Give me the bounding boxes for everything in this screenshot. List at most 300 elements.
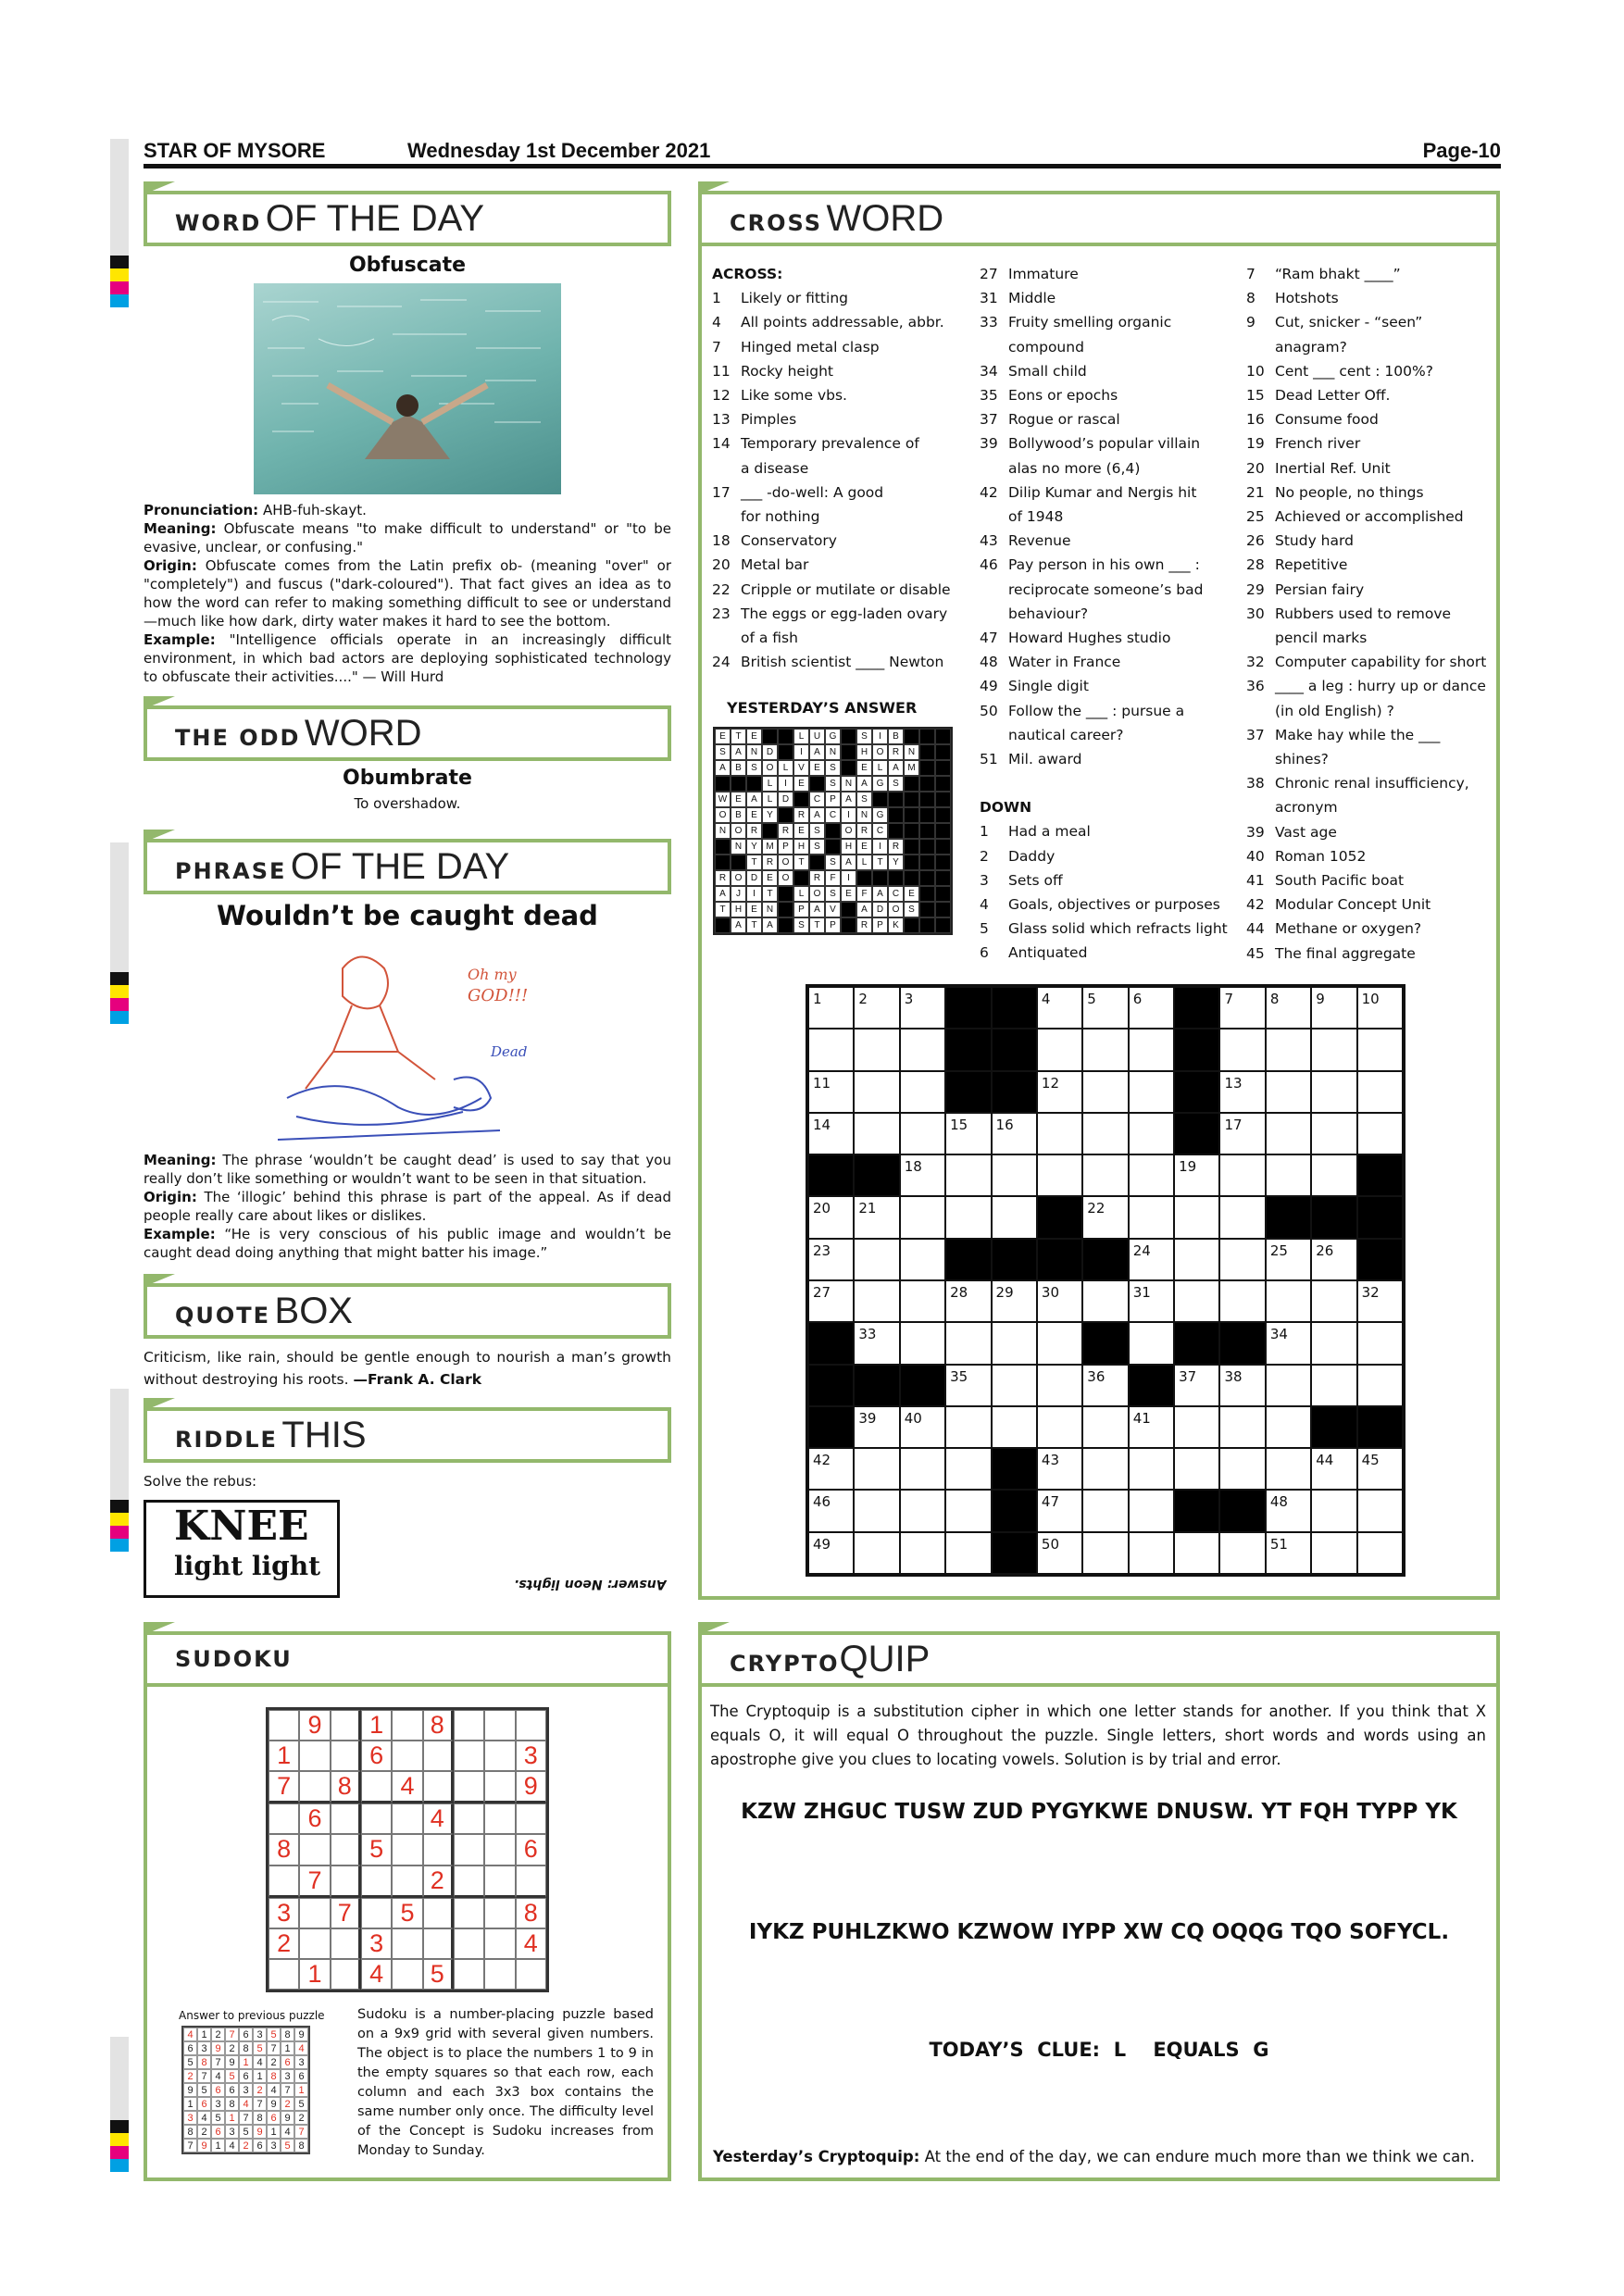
crossword-cell[interactable]	[1266, 1071, 1311, 1113]
answer-cell: I	[778, 776, 793, 792]
sudoku-cell[interactable]	[516, 1959, 546, 1990]
crossword-cell[interactable]	[1129, 987, 1174, 1029]
clue-number: 49	[980, 678, 998, 695]
crossword-cell[interactable]	[854, 1196, 899, 1238]
crossword-cell[interactable]	[1129, 1239, 1174, 1280]
crossword-cell[interactable]	[1082, 1029, 1128, 1070]
sudoku-cell[interactable]	[392, 1866, 422, 1898]
crossword-cell[interactable]	[900, 1448, 945, 1490]
sudoku-cell[interactable]	[392, 1834, 422, 1865]
sudoku-cell[interactable]	[454, 1741, 484, 1771]
sudoku-cell[interactable]	[299, 1928, 330, 1959]
crossword-cell[interactable]	[992, 1280, 1037, 1322]
sudoku-cell[interactable]	[484, 1928, 515, 1959]
crossword-cell[interactable]	[1357, 1029, 1403, 1070]
answer-cell: E	[746, 729, 762, 744]
crossword-cell[interactable]	[808, 1029, 854, 1070]
crossword-cell[interactable]	[1311, 1113, 1356, 1154]
crossword-cell[interactable]	[945, 1406, 991, 1448]
crossword-cell[interactable]	[1082, 1448, 1128, 1490]
clue-item	[712, 480, 962, 505]
black-square	[854, 1365, 899, 1406]
crossword-cell[interactable]	[945, 1490, 991, 1531]
cell-number: 7	[1224, 991, 1233, 1007]
crossword-cell[interactable]	[808, 1280, 854, 1322]
crossword-cell[interactable]	[992, 1406, 1037, 1448]
crossword-cell[interactable]	[1037, 1448, 1082, 1490]
crossword-cell[interactable]	[945, 1365, 991, 1406]
header-corner	[144, 696, 175, 709]
clue-item	[980, 819, 1230, 843]
answer-cell: Y	[888, 855, 904, 870]
sudoku-cell[interactable]	[299, 1898, 330, 1928]
crossword-cell[interactable]	[1037, 1322, 1082, 1364]
crossword-cell[interactable]	[900, 1239, 945, 1280]
crossword-cell[interactable]	[854, 1029, 899, 1070]
crossword-cell[interactable]	[808, 987, 854, 1029]
sudoku-cell[interactable]	[484, 1710, 515, 1741]
crossword-cell[interactable]	[1219, 1280, 1265, 1322]
answer-cell: T	[746, 855, 762, 870]
crossword-cell[interactable]	[854, 1448, 899, 1490]
crossword-cell[interactable]	[854, 987, 899, 1029]
black-square	[904, 823, 919, 839]
black-square	[919, 729, 935, 744]
crossword-cell[interactable]	[1174, 1406, 1219, 1448]
crossword-cell[interactable]	[854, 1239, 899, 1280]
clue-text: Hotshots	[1275, 290, 1339, 307]
sudoku-cell[interactable]	[331, 1866, 361, 1898]
crossword-cell[interactable]	[1129, 1532, 1174, 1574]
sudoku-cell[interactable]	[331, 1741, 361, 1771]
crossword-cell[interactable]	[1037, 1071, 1082, 1113]
answer-cell: A	[731, 917, 746, 933]
crossword-cell[interactable]	[1082, 1490, 1128, 1531]
crossword-cell[interactable]	[1082, 1154, 1128, 1196]
crossword-cell[interactable]	[1129, 1490, 1174, 1531]
crossword-cell[interactable]	[1219, 1365, 1265, 1406]
crossword-cell[interactable]	[1174, 1239, 1219, 1280]
sudoku-cell[interactable]	[516, 1866, 546, 1898]
sudoku-cell[interactable]	[392, 1928, 422, 1959]
crossword-cell[interactable]	[1266, 1406, 1311, 1448]
crossword-cell[interactable]	[900, 1113, 945, 1154]
answer-cell: 1	[225, 2111, 239, 2125]
header-small: PHRASE	[175, 858, 287, 884]
sudoku-cell[interactable]	[454, 1834, 484, 1865]
crossword-cell[interactable]	[1082, 1532, 1128, 1574]
sudoku-cell[interactable]	[454, 1928, 484, 1959]
crossword-cell[interactable]	[1311, 987, 1356, 1029]
crossword-cell[interactable]	[1357, 1365, 1403, 1406]
crossword-cell[interactable]	[1037, 1113, 1082, 1154]
answer-cell: A	[809, 807, 825, 823]
sudoku-cell[interactable]	[484, 1803, 515, 1834]
clue-text: Likely or fitting	[741, 290, 848, 307]
crossword-cell[interactable]	[1266, 1322, 1311, 1364]
sudoku-cell[interactable]	[392, 1741, 422, 1771]
clue-number: 37	[1246, 726, 1265, 743]
black-square	[935, 917, 951, 933]
crossword-cell[interactable]	[854, 1490, 899, 1531]
crossword-cell[interactable]	[808, 1448, 854, 1490]
crossword-cell[interactable]	[992, 1154, 1037, 1196]
sudoku-cell[interactable]	[392, 1710, 422, 1741]
crossword-cell[interactable]	[900, 1029, 945, 1070]
crossword-cell[interactable]	[1266, 1154, 1311, 1196]
answer-cell: 9	[225, 2055, 239, 2069]
clue-text: Computer capability for short	[1275, 654, 1487, 671]
crossword-cell[interactable]	[1219, 1406, 1265, 1448]
crossword-cell[interactable]	[1357, 1322, 1403, 1364]
sudoku-cell: 5	[392, 1898, 422, 1928]
crossword-cell[interactable]	[900, 1532, 945, 1574]
sudoku-cell[interactable]	[484, 1959, 515, 1990]
crossword-cell[interactable]	[900, 987, 945, 1029]
crossword-cell[interactable]	[1219, 1239, 1265, 1280]
clue-item	[712, 529, 962, 553]
sudoku-cell[interactable]	[269, 1710, 299, 1741]
cell-number: 43	[1041, 1452, 1060, 1469]
answer-cell: 3	[239, 2083, 253, 2097]
crossword-cell[interactable]	[1266, 1490, 1311, 1531]
sudoku-cell[interactable]	[361, 1803, 392, 1834]
black-square	[904, 839, 919, 855]
sudoku-cell[interactable]	[423, 1834, 454, 1865]
sudoku-cell[interactable]	[299, 1771, 330, 1803]
crossword-cell[interactable]	[1037, 1406, 1082, 1448]
clue-text: Like some vbs.	[741, 387, 847, 405]
clue-item	[712, 505, 962, 529]
crossword-cell[interactable]	[808, 1113, 854, 1154]
clue-number: 1	[712, 290, 721, 307]
crossword-cell[interactable]	[992, 1322, 1037, 1364]
crossword-cell[interactable]	[1129, 1280, 1174, 1322]
crossword-cell[interactable]	[1266, 1280, 1311, 1322]
sudoku-cell[interactable]	[331, 1928, 361, 1959]
crossword-cell[interactable]	[900, 1280, 945, 1322]
sudoku-cell[interactable]	[269, 1959, 299, 1990]
crossword-cell[interactable]	[1311, 1532, 1356, 1574]
crossword-cell[interactable]	[1129, 1029, 1174, 1070]
crossword-cell[interactable]	[900, 1154, 945, 1196]
crossword-cell[interactable]	[1082, 1113, 1128, 1154]
black-square	[715, 776, 731, 792]
black-square	[1174, 987, 1219, 1029]
crossword-cell[interactable]	[1129, 1071, 1174, 1113]
crossword-cell[interactable]	[1037, 1280, 1082, 1322]
clue-text: ____ a leg : hurry up or dance	[1275, 678, 1486, 695]
crossword-cell[interactable]	[1082, 1406, 1128, 1448]
answer-cell: S	[825, 855, 841, 870]
sudoku-cell[interactable]	[484, 1741, 515, 1771]
crossword-cell[interactable]	[992, 1365, 1037, 1406]
black-square	[854, 1154, 899, 1196]
sudoku-cell: 3	[516, 1741, 546, 1771]
crossword-cell[interactable]	[1082, 1365, 1128, 1406]
crossword-cell[interactable]	[945, 1196, 991, 1238]
crossword-cell[interactable]	[808, 1532, 854, 1574]
sudoku-cell[interactable]	[484, 1771, 515, 1803]
crossword-cell[interactable]	[1357, 1490, 1403, 1531]
answer-cell: 3	[281, 2069, 294, 2083]
crossword-cell[interactable]	[808, 1196, 854, 1238]
crossword-cell[interactable]	[854, 1532, 899, 1574]
crossword-cell[interactable]	[1219, 1196, 1265, 1238]
crossword-cell[interactable]	[1219, 1029, 1265, 1070]
clue-text: Vast age	[1275, 823, 1337, 841]
rebus-line-2: light light	[174, 1551, 321, 1581]
answer-cell: P	[872, 917, 888, 933]
sudoku-cell[interactable]	[269, 1803, 299, 1834]
clue-text: Mil. award	[1008, 751, 1082, 768]
crossword-cell[interactable]	[1174, 1532, 1219, 1574]
clue-item	[1246, 868, 1496, 892]
sudoku-cell[interactable]	[454, 1710, 484, 1741]
crossword-cell[interactable]	[1129, 1113, 1174, 1154]
crossword-cell[interactable]	[1266, 1365, 1311, 1406]
answer-cell: 3	[253, 2028, 267, 2041]
answer-cell: 2	[211, 2028, 225, 2041]
crossword-cell[interactable]	[1037, 1154, 1082, 1196]
sudoku-cell[interactable]	[423, 1928, 454, 1959]
black-square	[1082, 1239, 1128, 1280]
sudoku-cell[interactable]	[331, 1710, 361, 1741]
sudoku-cell[interactable]	[454, 1771, 484, 1803]
answer-cell: E	[856, 760, 872, 776]
crossword-cell[interactable]	[992, 1196, 1037, 1238]
sudoku-cell[interactable]	[484, 1866, 515, 1898]
answer-cell: 5	[197, 2083, 211, 2097]
crossword-cell[interactable]	[1311, 1280, 1356, 1322]
crossword-cell[interactable]	[1219, 1532, 1265, 1574]
cell-number: 19	[1179, 1158, 1197, 1176]
crossword-cell[interactable]	[854, 1113, 899, 1154]
black-square	[731, 855, 746, 870]
crossword-cell[interactable]	[945, 1154, 991, 1196]
black-square	[841, 760, 856, 776]
sudoku-cell[interactable]	[484, 1834, 515, 1865]
crossword-cell[interactable]	[1219, 1448, 1265, 1490]
crossword-cell[interactable]	[1311, 1365, 1356, 1406]
crossword-cell[interactable]	[1266, 1029, 1311, 1070]
crossword-cell[interactable]	[1129, 1448, 1174, 1490]
crossword-cell[interactable]	[1129, 1196, 1174, 1238]
answer-cell: 7	[267, 2041, 281, 2055]
crossword-cell[interactable]	[1311, 1239, 1356, 1280]
crossword-cell[interactable]	[900, 1406, 945, 1448]
clue-item	[980, 480, 1230, 505]
sudoku-cell[interactable]	[454, 1803, 484, 1834]
crossword-cell[interactable]	[1174, 1196, 1219, 1238]
crossword-cell[interactable]	[1311, 1071, 1356, 1113]
sudoku-cell[interactable]	[269, 1866, 299, 1898]
sudoku-cell[interactable]	[299, 1741, 330, 1771]
clue-item	[712, 359, 962, 383]
answer-cell: A	[809, 744, 825, 760]
answer-cell: 2	[267, 2055, 281, 2069]
black-square	[992, 1532, 1037, 1574]
clue-item	[1246, 359, 1496, 383]
crossword-cell[interactable]	[1266, 1239, 1311, 1280]
clue-number	[1246, 747, 1275, 771]
clue-text: Sets off	[1008, 871, 1063, 889]
crossword-cell[interactable]	[1266, 1532, 1311, 1574]
black-square	[1219, 1322, 1265, 1364]
crossword-cell[interactable]	[992, 1113, 1037, 1154]
crossword-cell[interactable]	[945, 1448, 991, 1490]
clue-number: 5	[980, 920, 989, 938]
black-square	[919, 823, 935, 839]
clue-item	[980, 626, 1230, 650]
crossword-cell[interactable]	[1219, 1113, 1265, 1154]
clue-number: 50	[980, 702, 998, 719]
crossword-cell[interactable]	[945, 1322, 991, 1364]
sudoku-cell[interactable]	[392, 1803, 422, 1834]
crossword-cell[interactable]	[1082, 1280, 1128, 1322]
sudoku-cell[interactable]	[454, 1866, 484, 1898]
crossword-cell[interactable]	[854, 1406, 899, 1448]
crossword-cell[interactable]	[1311, 1029, 1356, 1070]
black-square	[935, 776, 951, 792]
crossword-cell[interactable]	[900, 1322, 945, 1364]
black-square	[825, 839, 841, 855]
clue-number	[980, 505, 1008, 529]
clue-text: compound	[1008, 338, 1084, 356]
crossword-cell[interactable]	[945, 1532, 991, 1574]
crossword-cell[interactable]	[808, 1490, 854, 1531]
black-square	[919, 886, 935, 902]
crossword-cell[interactable]	[1082, 987, 1128, 1029]
answer-cell: E	[904, 886, 919, 902]
sudoku-cell[interactable]	[454, 1898, 484, 1928]
crossword-cell[interactable]	[1357, 1532, 1403, 1574]
crossword-cell[interactable]	[1357, 1071, 1403, 1113]
clue-number: 43	[980, 532, 998, 550]
crossword-cell[interactable]	[1311, 1322, 1356, 1364]
crossword-cell[interactable]	[1357, 1280, 1403, 1322]
cell-number: 9	[1316, 991, 1325, 1007]
crossword-cell[interactable]	[1266, 1113, 1311, 1154]
clue-number: 6	[980, 944, 989, 962]
crossword-cell[interactable]	[1129, 1406, 1174, 1448]
crossword-cell[interactable]	[1311, 1490, 1356, 1531]
crossword-cell[interactable]	[1311, 1448, 1356, 1490]
clue-number: 51	[980, 751, 998, 768]
crossword-cell[interactable]	[1357, 1113, 1403, 1154]
clue-item	[712, 407, 962, 431]
answer-cell: M	[762, 839, 778, 855]
crossword-cell[interactable]	[1129, 1322, 1174, 1364]
cryptoquip-clue: TODAY’S CLUE: L EQUALS G	[929, 2039, 1269, 2061]
clue-item	[980, 747, 1230, 771]
crossword-cell[interactable]	[1037, 1029, 1082, 1070]
sudoku-cell[interactable]	[392, 1959, 422, 1990]
crossword-cell[interactable]	[1266, 1448, 1311, 1490]
clue-text: Dilip Kumar and Nergis hit	[1008, 483, 1197, 501]
sudoku-cell[interactable]	[484, 1898, 515, 1928]
clue-number	[1246, 795, 1275, 819]
answer-cell: E	[856, 839, 872, 855]
crossword-cell[interactable]	[1174, 1280, 1219, 1322]
sudoku-cell[interactable]	[423, 1898, 454, 1928]
cell-number: 26	[1316, 1242, 1334, 1259]
sudoku-cell[interactable]	[331, 1803, 361, 1834]
sudoku-cell[interactable]	[454, 1959, 484, 1990]
answer-cell: 6	[211, 2083, 225, 2097]
crossword-cell[interactable]	[1219, 987, 1265, 1029]
crossword-cell[interactable]	[900, 1071, 945, 1113]
sudoku-cell[interactable]	[423, 1771, 454, 1803]
sudoku-cell[interactable]	[516, 1803, 546, 1834]
crossword-cell[interactable]	[1129, 1154, 1174, 1196]
sudoku-cell[interactable]	[361, 1866, 392, 1898]
cell-number: 4	[1041, 991, 1051, 1007]
crossword-cell[interactable]	[1357, 987, 1403, 1029]
crossword-cell[interactable]	[1037, 1532, 1082, 1574]
crossword-cell[interactable]	[1037, 987, 1082, 1029]
masthead	[144, 135, 1501, 168]
clue-item	[980, 456, 1230, 480]
crossword-cell[interactable]	[1174, 1365, 1219, 1406]
crossword-cell[interactable]	[1311, 1154, 1356, 1196]
crossword-cell[interactable]	[854, 1071, 899, 1113]
crossword-cell[interactable]	[1082, 1071, 1128, 1113]
crossword-cell[interactable]	[1037, 1490, 1082, 1531]
crossword-cell[interactable]	[1174, 1154, 1219, 1196]
sudoku-cell[interactable]	[331, 1959, 361, 1990]
header-large: QUIP	[839, 1639, 931, 1679]
answer-cell: A	[841, 855, 856, 870]
crossword-cell[interactable]	[1219, 1071, 1265, 1113]
crossword-cell[interactable]	[900, 1490, 945, 1531]
crossword-cell[interactable]	[945, 1113, 991, 1154]
crossword-cell[interactable]	[808, 1071, 854, 1113]
black-square	[778, 886, 793, 902]
clue-text: Consume food	[1275, 411, 1379, 429]
answer-cell: E	[793, 776, 809, 792]
answer-cell: C	[825, 807, 841, 823]
clue-number	[980, 456, 1008, 480]
answer-cell: A	[746, 792, 762, 807]
cell-number: 3	[904, 991, 914, 1007]
sudoku-cell[interactable]	[361, 1898, 392, 1928]
crossword-cell[interactable]	[945, 1280, 991, 1322]
crossword-cell[interactable]	[1037, 1365, 1082, 1406]
cryptoquip-line-1: KZW ZHGUC TUSW ZUD PYGYKWE DNUSW. YT FQH TYPP YK	[741, 1800, 1457, 1824]
answer-cell: 7	[253, 2097, 267, 2111]
crossword-cell[interactable]	[854, 1280, 899, 1322]
answer-cell: D	[872, 902, 888, 917]
crossword-cell[interactable]	[854, 1322, 899, 1364]
sudoku-cell[interactable]	[423, 1741, 454, 1771]
sudoku-cell[interactable]	[361, 1771, 392, 1803]
crossword-cell[interactable]	[808, 1239, 854, 1280]
black-square	[1174, 1029, 1219, 1070]
clue-text: Chronic renal insufficiency,	[1275, 775, 1469, 792]
cell-number: 31	[1132, 1283, 1151, 1301]
sudoku-cell: 3	[361, 1928, 392, 1959]
crossword-cell[interactable]	[900, 1196, 945, 1238]
crossword-cell[interactable]	[1082, 1196, 1128, 1238]
sudoku-cell[interactable]	[331, 1834, 361, 1865]
sudoku-cell[interactable]	[516, 1710, 546, 1741]
crossword-cell[interactable]	[1174, 1448, 1219, 1490]
crossword-cell[interactable]	[1357, 1448, 1403, 1490]
crossword-cell[interactable]	[1266, 987, 1311, 1029]
crossword-cell[interactable]	[1219, 1154, 1265, 1196]
sudoku-cell[interactable]	[299, 1834, 330, 1865]
